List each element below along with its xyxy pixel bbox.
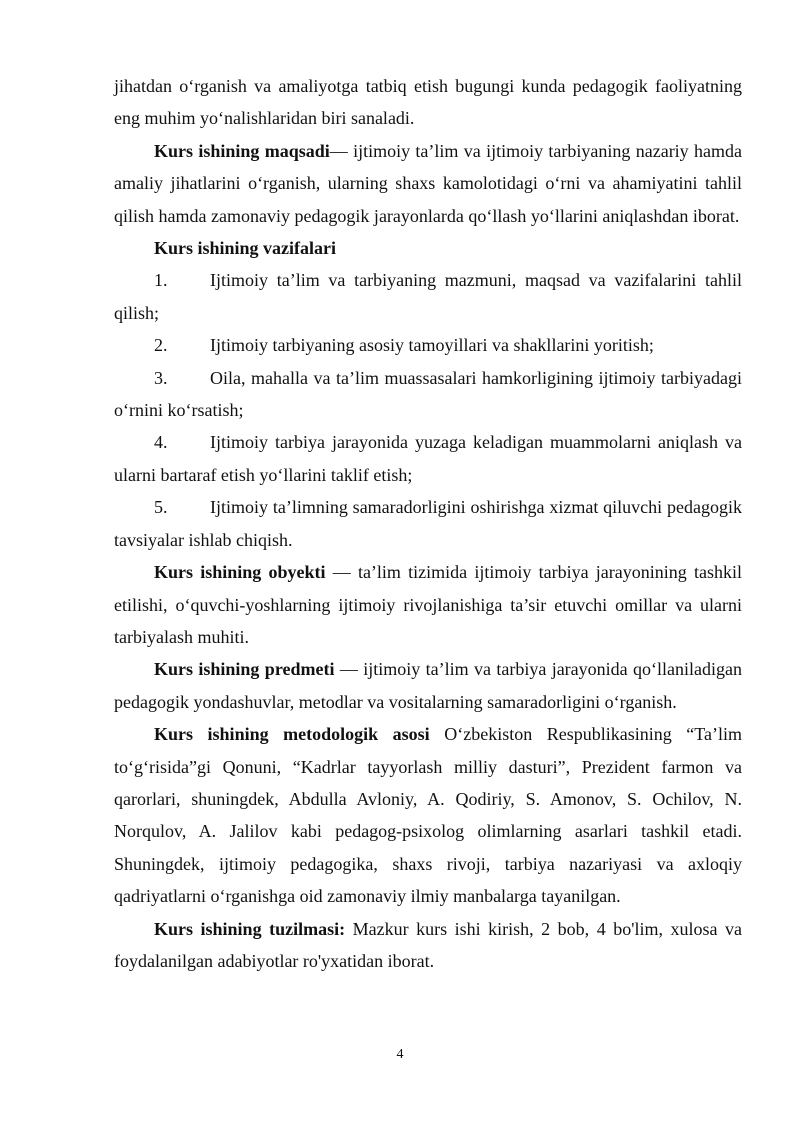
methodology-text: O‘zbekiston Respublikasining “Ta’lim to‘g‘risida”gi Qonuni, “Kadrlar tayyorlash milliy dasturi”, Prezident farmon va qarorlari, shuningdek, Abdulla Avloniy, A. Qodiriy, S. Amonov, S. Ochilov, N. Norqulov, A. Jalilov kabi pedagog-psixolog olimlarning asarlari tashkil etadi. Shuningdek, ijtimoiy pedagogika, shaxs rivoji, tarbiya nazariyasi va axloqiy qadriyatlarni o‘rganishga oid zamonaviy ilmiy manbalarga tayanilgan. — [114, 724, 742, 907]
list-item-number: 4. — [154, 432, 168, 453]
structure-text: Mazkur kurs ishi kirish, 2 bob, 4 bo'lim, xulosa va foydalanilgan adabiyotlar ro'yxatidan iborat. — [114, 918, 742, 971]
subject-label: Kurs ishining predmeti — [154, 659, 335, 680]
structure-label: Kurs ishining tuzilmasi: — [154, 918, 346, 939]
object-text: — ta’lim tizimida ijtimoiy tarbiya jarayonining tashkil etilishi, o‘quvchi-yoshlarning ijtimoiy rivojlanishiga ta’sir etuvchi omillar va ularni tarbiyalash muhiti. — [114, 562, 742, 647]
document-body — [114, 70, 742, 977]
list-item — [114, 329, 742, 361]
list-item-text: Oila, mahalla va ta’lim muassasalari hamkorligining ijtimoiy tarbiyadagi o‘rnini ko‘rsatish; — [114, 367, 742, 421]
list-item — [114, 491, 742, 556]
subject-text: — ijtimoiy ta’lim va tarbiya jarayonida qo‘llaniladigan pedagogik yondashuvlar, metodlar va vositalarning samaradorligini o‘rganish. — [114, 659, 743, 712]
list-item — [114, 426, 742, 491]
list-item-text: Ijtimoiy ta’limning samaradorligini oshirishga xizmat qiluvchi pedagogik tavsiyalar ishlab chiqish. — [114, 497, 742, 550]
object-paragraph — [114, 556, 742, 653]
list-item-number: 3. — [154, 367, 168, 388]
page-number: 4 — [396, 1047, 404, 1062]
methodology-label: Kurs ishining metodologik asosi — [154, 724, 430, 745]
list-item-number: 1. — [154, 270, 168, 291]
methodology-paragraph — [114, 718, 742, 912]
structure-paragraph — [114, 913, 742, 978]
list-item-number: 5. — [154, 497, 168, 518]
subject-paragraph — [114, 653, 742, 718]
list-item-number: 2. — [154, 335, 168, 356]
list-item-text: Ijtimoiy ta’lim va tarbiyaning mazmuni, maqsad va vazifalarini tahlil qilish; — [114, 270, 742, 323]
list-item — [114, 264, 742, 329]
tasks-list — [114, 264, 742, 556]
intro-paragraph: jihatdan o‘rganish va amaliyotga tatbiq etish bugungi kunda pedagogik faoliyatning eng muhim yo‘nalishlaridan biri sanaladi. — [114, 76, 742, 129]
goal-text: — ijtimoiy ta’lim va ijtimoiy tarbiyaning nazariy hamda amaliy jihatlarini o‘rganish, ularning shaxs kamolotidagi o‘rni va ahamiyatini tahlil qilish hamda zamonaviy pedagogik jarayonlarda qo‘llash yo‘llarini aniqlashdan iborat. — [114, 140, 743, 226]
goal-paragraph — [114, 135, 742, 232]
tasks-heading: Kurs ishining vazifalari — [154, 238, 337, 259]
list-item — [114, 362, 742, 427]
list-item-text: Ijtimoiy tarbiyaning asosiy tamoyillari va shakllarini yoritish; — [210, 335, 654, 356]
list-item-text: Ijtimoiy tarbiya jarayonida yuzaga keladigan muammolarni aniqlash va ularni bartaraf etish yo‘llarini taklif etish; — [114, 432, 742, 485]
goal-label: Kurs ishining maqsadi — [154, 140, 330, 161]
object-label: Kurs ishining obyekti — [154, 562, 326, 583]
